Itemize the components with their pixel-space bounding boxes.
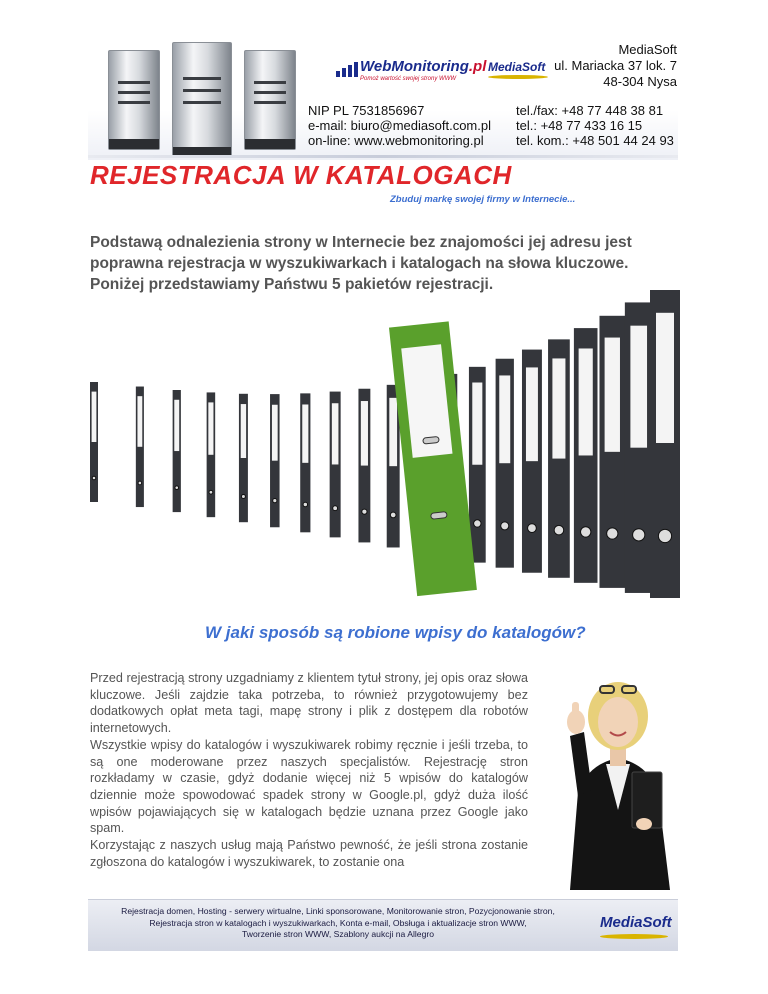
mediasoft-logo-text: MediaSoft xyxy=(488,60,546,74)
body-paragraph: Przed rejestracją strony uzgadniamy z klientem tytuł strony, jej opis oraz słowa kluczowe. Jeśli zajdzie taka potrzeba, to również przygotowujemy bez dodatkowych opłat meta tagi, mapę strony i plik z dostępem dla robotów internetowych. xyxy=(90,671,528,736)
footer-line: Rejestracja stron w katalogach i wyszukiwarkach, Konta e-mail, Obsługa i aktualizacje stron WWW, xyxy=(149,917,527,928)
mobile-phone: tel. kom.: +48 501 44 24 93 xyxy=(516,133,674,148)
binder xyxy=(548,339,570,577)
contact-info-left xyxy=(308,103,491,148)
mediasoft-logo-header xyxy=(488,60,548,80)
nip-number: NIP PL 7531856967 xyxy=(308,103,425,118)
binders-illustration xyxy=(90,290,680,608)
binder xyxy=(239,394,248,522)
swoosh-icon xyxy=(488,75,548,79)
binder xyxy=(496,359,514,568)
footer-line: Tworzenie stron WWW, Szablony aukcji na Allegro xyxy=(241,929,434,939)
webmonitoring-logo-ext: .pl xyxy=(468,58,487,75)
mediasoft-footer-logo-text: MediaSoft xyxy=(600,914,672,931)
binder xyxy=(469,367,486,563)
binder xyxy=(574,328,598,583)
address-line: MediaSoft xyxy=(618,42,677,57)
mediasoft-logo-footer xyxy=(600,914,672,931)
body-paragraph: Wszystkie wpisy do katalogów i wyszukiwarek robimy ręcznie i jeśli trzeba, to są one moderowane przez naszych specjalistów. Rejestrację stron rozkładamy w czasie, gdyż dodanie więcej niż 5 wpisów do katalogów dziennie może spowodować spadek strony w Google.pl, gdyż duża ilość wpisów pojawiających się w katalogach będzie uznana przez Google jako spam. xyxy=(90,737,528,836)
binder xyxy=(625,302,653,593)
footer-services xyxy=(88,906,588,941)
binder xyxy=(136,387,144,508)
webmonitoring-tagline: Pomoż wartość swojej strony WWW xyxy=(360,76,457,82)
binder xyxy=(330,392,341,538)
slogan: Zbuduj markę swojej firmy w Internecie... xyxy=(390,194,576,205)
section-title: W jaki sposób są robione wpisy do katalogów? xyxy=(205,623,586,642)
header-divider xyxy=(88,155,678,158)
address-line: 48-304 Nysa xyxy=(603,74,677,89)
binder xyxy=(90,382,98,502)
footer-line: Rejestracja domen, Hosting - serwery wirtualne, Linki sponsorowane, Monitorowanie stron, Pozycjonowanie stron, xyxy=(121,906,555,916)
page-title: REJESTRACJA W KATALOGACH xyxy=(90,160,512,190)
binder xyxy=(173,390,181,512)
email-address: e-mail: biuro@mediasoft.com.pl xyxy=(308,118,491,133)
binder xyxy=(599,316,625,588)
intro-paragraph: Podstawą odnalezienia strony w Internecie bez znajomości jej adresu jest poprawna rejestracja w wyszukiwarkach i katalogach na słowa kluczowe. Poniżej przedstawiamy Państwu 5 pakietów rejestracji. xyxy=(90,234,632,293)
website-address: on-line: www.webmonitoring.pl xyxy=(308,133,484,148)
webmonitoring-logo xyxy=(336,54,486,86)
phone: tel.: +48 77 433 16 15 xyxy=(516,118,643,133)
address-line: ul. Mariacka 37 lok. 7 xyxy=(554,58,677,73)
binder xyxy=(207,392,216,517)
body-text xyxy=(90,670,528,870)
binder xyxy=(300,393,310,532)
company-address xyxy=(554,42,677,90)
bars-icon xyxy=(336,62,358,77)
binder xyxy=(522,350,542,573)
contact-info-right xyxy=(516,103,674,148)
footer xyxy=(88,899,678,951)
binder xyxy=(650,290,680,598)
binder xyxy=(358,389,370,543)
phone-fax: tel./fax: +48 77 448 38 81 xyxy=(516,103,664,118)
body-paragraph: Korzystając z naszych usług mają Państwo pewność, że jeśli strona zostanie zgłoszona do katalogów i wyszukiwarek, to zostanie ona xyxy=(90,838,528,869)
businesswoman-photo xyxy=(548,672,688,890)
green-binder xyxy=(389,321,477,596)
binder xyxy=(270,394,280,527)
binders-photo xyxy=(90,290,680,608)
swoosh-icon xyxy=(600,934,668,939)
webmonitoring-logo-name: WebMonitoring xyxy=(360,58,469,75)
